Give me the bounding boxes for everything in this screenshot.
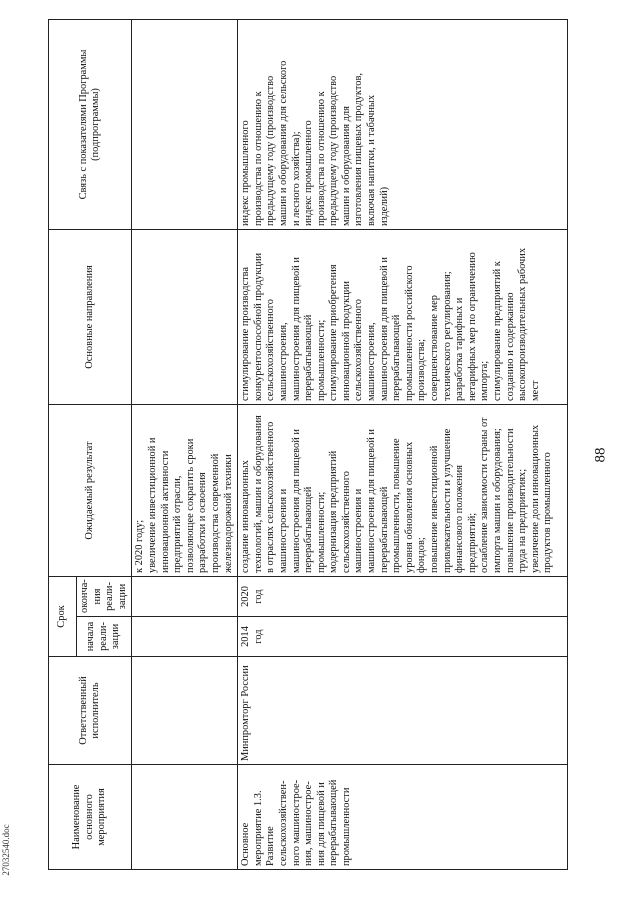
- cell-main-directions: стимулирование производства конкурентоспособной продукции сельскохозяйственного машиностроения, машиностроения для пищевой и перерабатывающей промышленности; стимулирование приобретения инновационной продукции сельскохозяйственного машиностроения, машиностроения для пищевой и перерабатывающей промышленности российского производства; совершенствование мер технического регулирования; разработка тарифных и нетарифных мер по ограничению импорта; стимулирование предприятий к созданию и содержанию высокопроизводительных рабочих мест: [238, 230, 568, 405]
- cell-term-end: 2020 год: [238, 577, 568, 617]
- header-term: Срок: [49, 577, 77, 657]
- cell-term-start: 2014 год: [238, 617, 568, 657]
- header-main-directions: Основные направления: [49, 230, 132, 405]
- cell-program-link: [132, 20, 238, 230]
- cell-activity-name: [132, 765, 238, 870]
- header-activity-name: Наименование основного мероприятия: [49, 765, 132, 870]
- footer-code-text: 27032540.doc: [1, 824, 11, 876]
- cell-executor: [132, 657, 238, 765]
- cell-expected-result: создание инновационных технологий, машин и оборудования в отраслях сельскохозяйственного машиностроения и машиностроения для пищевой и перерабатывающей промышленности; модернизация предприятий сельскохозяйственного машиностроения и машиностроения для пищевой и перерабатывающей промышленности, повышение уровня обновления основных фондов; повышение инвестиционной привлекательности и улучшение финансового положения предприятий; ослабление зависимости страны от импорта машин и оборудования; повышение производительности труда на предприятиях; увеличение доли инновационных продуктов промышленного: [238, 405, 568, 577]
- cell-executor: Минпромторг России: [238, 657, 568, 765]
- header-term-start: начала реали- зации: [77, 617, 132, 657]
- cell-program-link: индекс промышленного производства по отношению к предыдущему году (производство машин и оборудования для сельского и лесного хозяйства); индекс промышленного производства по отношению к предыдущему году (производство машин и оборудования для изготовления пищевых продуктов, включая напитки, и табачных изделий): [238, 20, 568, 230]
- program-activities-table: [48, 19, 568, 870]
- cell-term-start: [132, 617, 238, 657]
- table-row: [132, 20, 238, 870]
- rotated-table-container: [48, 20, 568, 870]
- cell-expected-result: к 2020 году; увеличение инвестиционной и инновационной активности предприятий отрасли, позволяющее сократить сроки разработки и освоения производства современной железнодорожной техники: [132, 405, 238, 577]
- header-responsible-executor: Ответственный исполнитель: [49, 657, 132, 765]
- cell-term-end: [132, 577, 238, 617]
- header-expected-result: Ожидаемый результат: [49, 405, 132, 577]
- header-program-link: Связь с показателями Программы (подпрограммы): [49, 20, 132, 230]
- cell-activity-name: Основное мероприятие 1.3. Развитие сельскохозяйствен- ного машинострое- ния, машинострое- ния для пищевой и перерабатывающей промышленности: [238, 765, 568, 870]
- header-row-1: [49, 20, 77, 870]
- header-term-end: оконча- ния реали- зации: [77, 577, 132, 617]
- table-row: [238, 20, 568, 870]
- page-number-text: 88: [592, 447, 609, 463]
- cell-main-directions: [132, 230, 238, 405]
